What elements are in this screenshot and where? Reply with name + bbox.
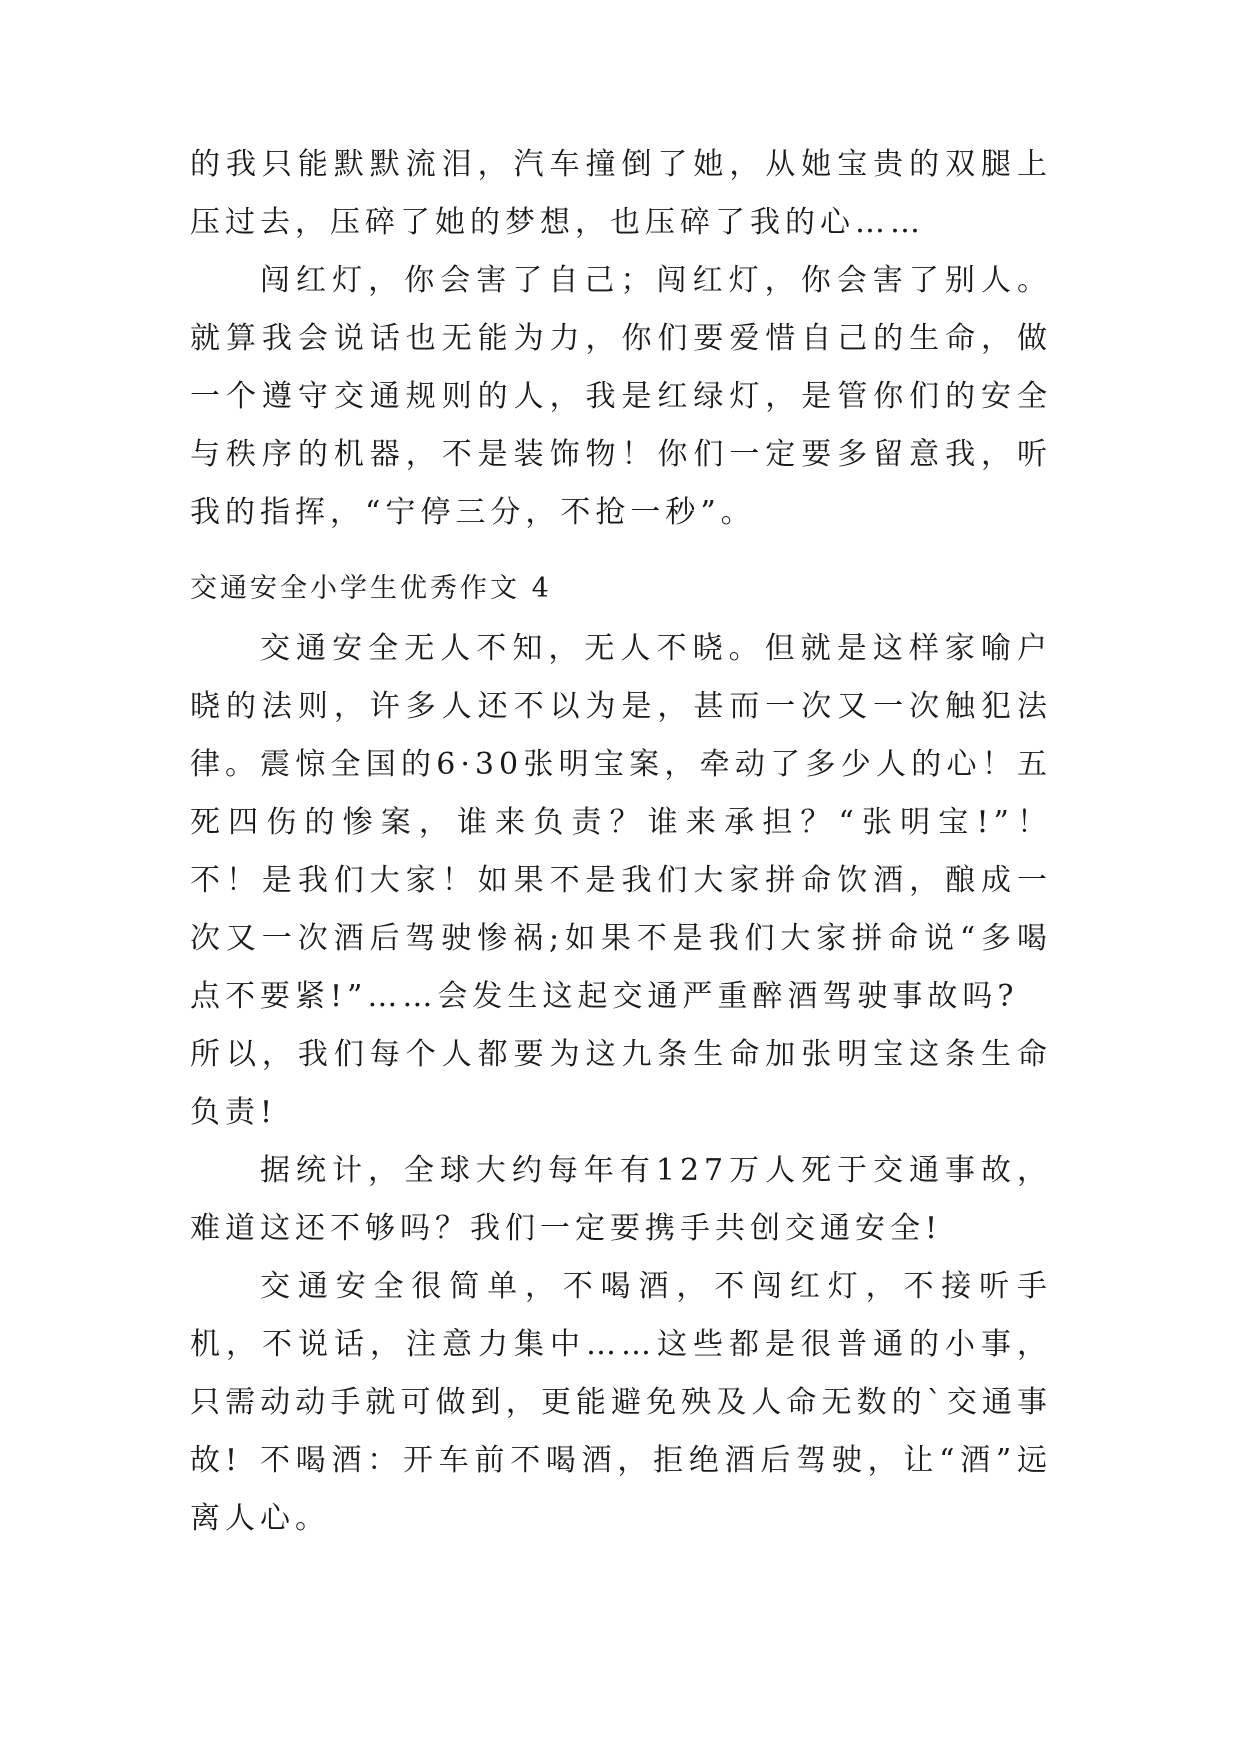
paragraph-3: 交通安全无人不知，无人不晓。但就是这样家喻户晓的法则，许多人还不以为是，甚而一次又一次触犯法律。 — [190, 631, 1052, 782]
paragraph-8: 不喝酒：开车前不喝酒，拒绝酒后驾驶，让“酒”远离人心。 — [190, 1443, 1052, 1536]
paragraph-5: 所以，我们每个人都要为这九条生命加张明宝这条生命负责! — [190, 1037, 1052, 1130]
paragraph-2: 闯红灯，你会害了自己；闯红灯，你会害了别人。就算我会说话也无能为力，你们要爱惜自己的生命，做一个遵守交通规则的人，我是红绿灯，是管你们的安全与秩序的机器，不是装饰物！你们一定要多留意我，听我的指挥，“宁停三分，不抢一秒”。 — [190, 263, 1052, 530]
paragraph-1: 的我只能默默流泪，汽车撞倒了她，从她宝贵的双腿上压过去，压碎了她的梦想，也压碎了我的心…… — [190, 147, 1052, 240]
paragraph-7: 交通安全很简单，不喝酒，不闯红灯，不接听手机，不说话，注意力集中……这些都是很普通的小事，只需动动手就可做到，更能避免殃及人命无数的`交通事故! — [190, 1269, 1052, 1478]
paragraph-4: 震惊全国的6·30张明宝案，牵动了多少人的心！五死四伤的惨案，谁来负责？谁来承担？“张明宝!”！不！是我们大家！如果不是我们大家拼命饮酒，酿成一次又一次酒后驾驶惨祸;如果不是我们大家拼命说“多喝点不要紧!”……会发生这起交通严重醉酒驾驶事故吗? — [190, 747, 1052, 1014]
section-heading: 交通安全小学生优秀作文 4 — [190, 573, 552, 604]
paragraph-6: 据统计，全球大约每年有127万人死于交通事故，难道这还不够吗？我们一定要携手共创交通安全! — [190, 1153, 1052, 1246]
